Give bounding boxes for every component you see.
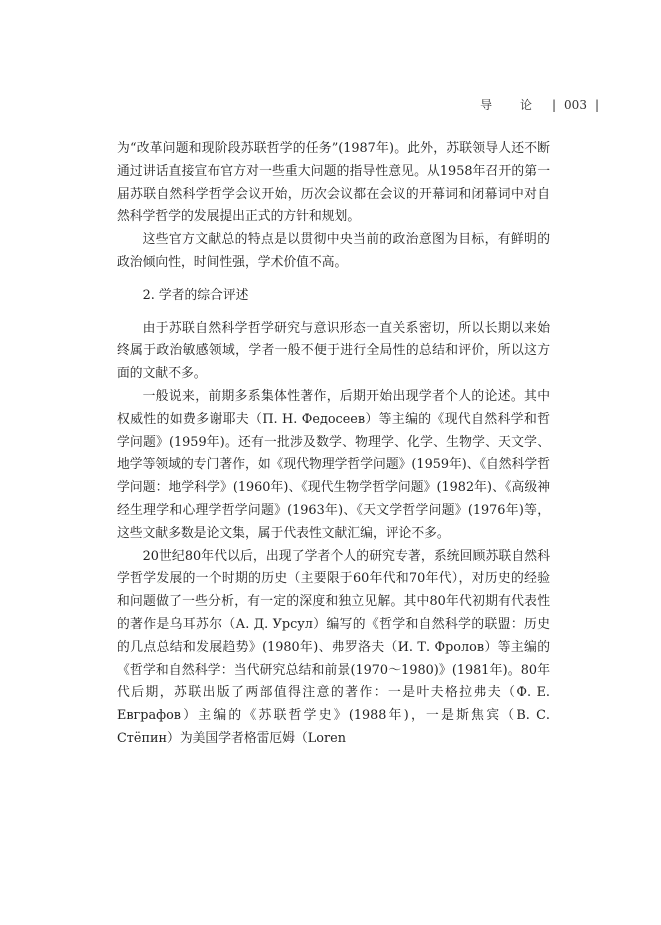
page-body [117,138,550,751]
section-heading: 2. 学者的综合评述 [142,287,249,303]
page-number: 003 [564,97,587,112]
paragraph-5: 20世纪80年代以后，出现了学者个人的研究专著，系统回顾苏联自然科学哲学发展的一个时期的历史（主要限于60年代和70年代），对历史的经验和问题做了一些分析，有一定的深度和独立见解。其中80年代初期有代表性的著作是乌耳苏尔（А. Д. Урсул）编写的《哲学和自然科学的联盟：历史的几点总结和发展趋势》(1980年)、弗罗洛夫（И. Т. Фролов）等主编的《哲学和自然科学：当代研究总结和前景(1970～1980)》(1981年)。80年代后期，苏联出版了两部值得注意的著作：一是叶夫格拉弗夫（Ф. Е. Евграфов）主编的《苏联哲学史》(1988年)，一是斯焦宾（В. С. Стёпин）为美国学者格雷厄姆（Loren [117,548,550,746]
header-divider-left: | [552,97,557,112]
header-divider-right: | [594,97,599,112]
running-header [480,96,599,113]
paragraph-4: 一般说来，前期多系集体性著作，后期开始出现学者个人的论述。其中权威性的如费多谢耶夫（П. Н. Федосеев）等主编的《现代自然科学和哲学问题》(1959年)。还有一批涉及数学、物理学、化学、生物学、天文学、地学等领域的专门著作，如《现代物理学哲学问题》(1959年)、《自然科学哲学问题：地学科学》(1960年)、《现代生物学哲学问题》(1982年)、《高级神经生理学和心理学哲学问题》(1963年)、《天文学哲学问题》(1976年)等，这些文献多数是论文集，属于代表性文献汇编，评论不多。 [117,388,550,541]
paragraph-3: 由于苏联自然科学哲学研究与意识形态一直关系密切，所以长期以来始终属于政治敏感领域，学者一般不便于进行全局性的总结和评价，所以这方面的文献不多。 [117,320,550,382]
paragraph-2: 这些官方文献总的特点是以贯彻中央当前的政治意图为目标，有鲜明的政治倾向性，时间性强，学术价值不高。 [117,232,550,270]
paragraph-1: 为“改革问题和现阶段苏联哲学的任务”(1987年)。此外，苏联领导人还不断通过讲话直接宣布官方对一些重大问题的指导性意见。从1958年召开的第一届苏联自然科学哲学会议开始，历次会议都在会议的开幕词和闭幕词中对自然科学哲学的发展提出正式的方针和规划。 [117,141,550,225]
chapter-title: 导 论 [480,98,544,112]
